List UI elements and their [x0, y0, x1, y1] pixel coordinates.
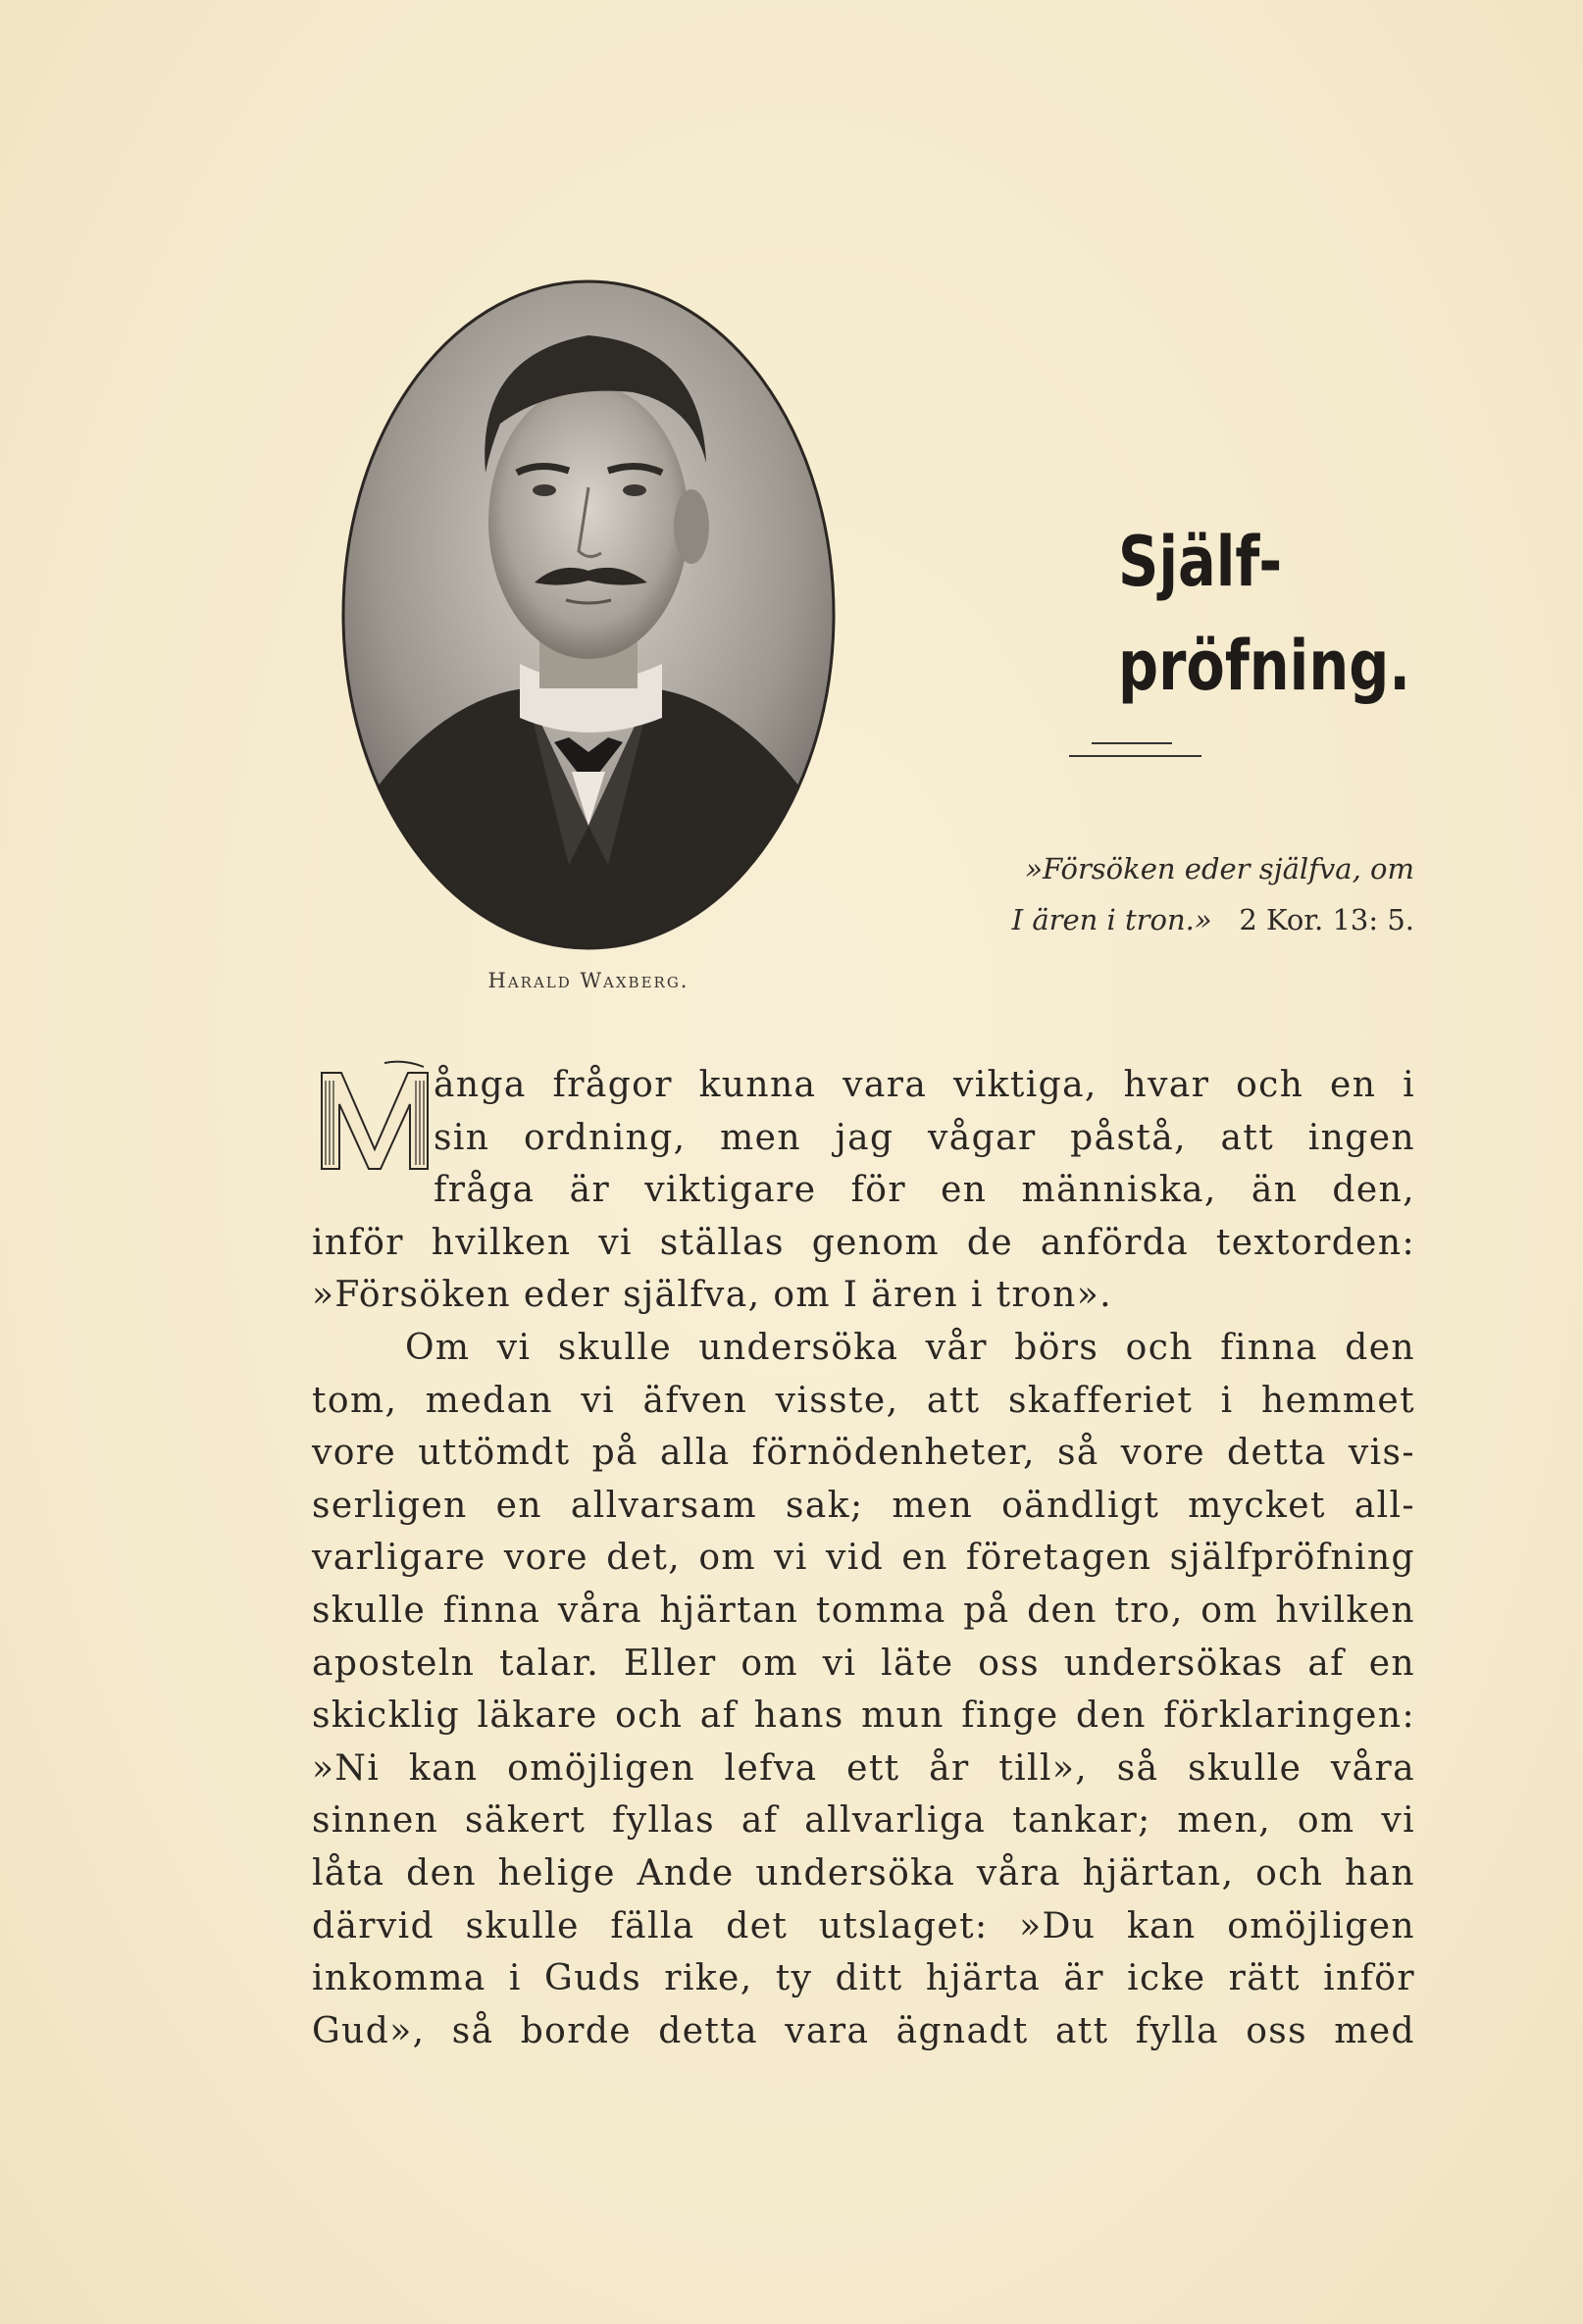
- title-rule-top: [1092, 742, 1172, 744]
- text-line: därvid skulle fälla det utslaget: »Du kan omöjligen: [312, 1905, 1415, 1946]
- portrait-photo: [338, 277, 839, 953]
- text-line: skicklig läkare och af hans mun finge den förklaringen:: [312, 1695, 1415, 1737]
- text-line: varligare vore det, om vi vid en företagen själfpröfning: [312, 1538, 1415, 1579]
- epigraph-quote-end: I ären i tron.»: [1011, 903, 1212, 936]
- text-line: sinnen säkert fyllas af allvarliga tankar; men, om vi: [312, 1800, 1415, 1842]
- chapter-title: [1118, 510, 1411, 718]
- text-line: vore uttömdt på alla förnödenheter, så vore detta vis-: [312, 1433, 1415, 1474]
- body-text: [312, 1059, 1415, 2057]
- epigraph-line-1: »Försöken eder själfva, om: [1025, 852, 1414, 885]
- title-line-2: pröfning.: [1118, 626, 1411, 706]
- portrait-caption: Harald Waxberg.: [487, 969, 689, 992]
- text-line: tom, medan vi äfven visste, att skafferiet i hemmet: [312, 1380, 1415, 1421]
- title-rule-bottom: [1069, 755, 1201, 757]
- epigraph-line-2: [922, 894, 1414, 945]
- epigraph-reference: 2 Kor. 13: 5.: [1239, 903, 1414, 936]
- text-line: skulle finna våra hjärtan tomma på den tro, om hvilken: [312, 1590, 1415, 1631]
- text-line: »Ni kan omöjligen lefva ett år till», så skulle våra: [312, 1747, 1415, 1789]
- title-line-1: Själf-: [1118, 522, 1283, 602]
- text-line: inför hvilken vi ställas genom de anförda textorden:: [312, 1222, 1415, 1263]
- text-line: fråga är viktigare för en människa, än den,: [434, 1170, 1415, 1211]
- text-line: aposteln talar. Eller om vi läte oss undersökas af en: [312, 1642, 1415, 1684]
- epigraph: [922, 843, 1414, 945]
- text-line: inkomma i Guds rike, ty ditt hjärta är icke rätt inför: [312, 1958, 1415, 1999]
- text-line: Gud», så borde detta vara ägnadt att fylla oss med: [312, 2010, 1415, 2051]
- text-line: sin ordning, men jag vågar påstå, att ingen: [434, 1117, 1415, 1158]
- drop-cap-letter: M: [120, 863, 122, 864]
- text-line: »Försöken eder själfva, om I ären i tron».: [312, 1275, 1113, 1316]
- text-line: låta den helige Ande undersöka våra hjärtan, och han: [312, 1852, 1415, 1894]
- text-line: Om vi skulle undersöka vår börs och finna den: [405, 1327, 1415, 1368]
- text-line: serligen en allvarsam sak; men oändligt mycket all-: [312, 1485, 1415, 1526]
- text-line: ånga frågor kunna vara viktiga, hvar och en i: [434, 1065, 1415, 1105]
